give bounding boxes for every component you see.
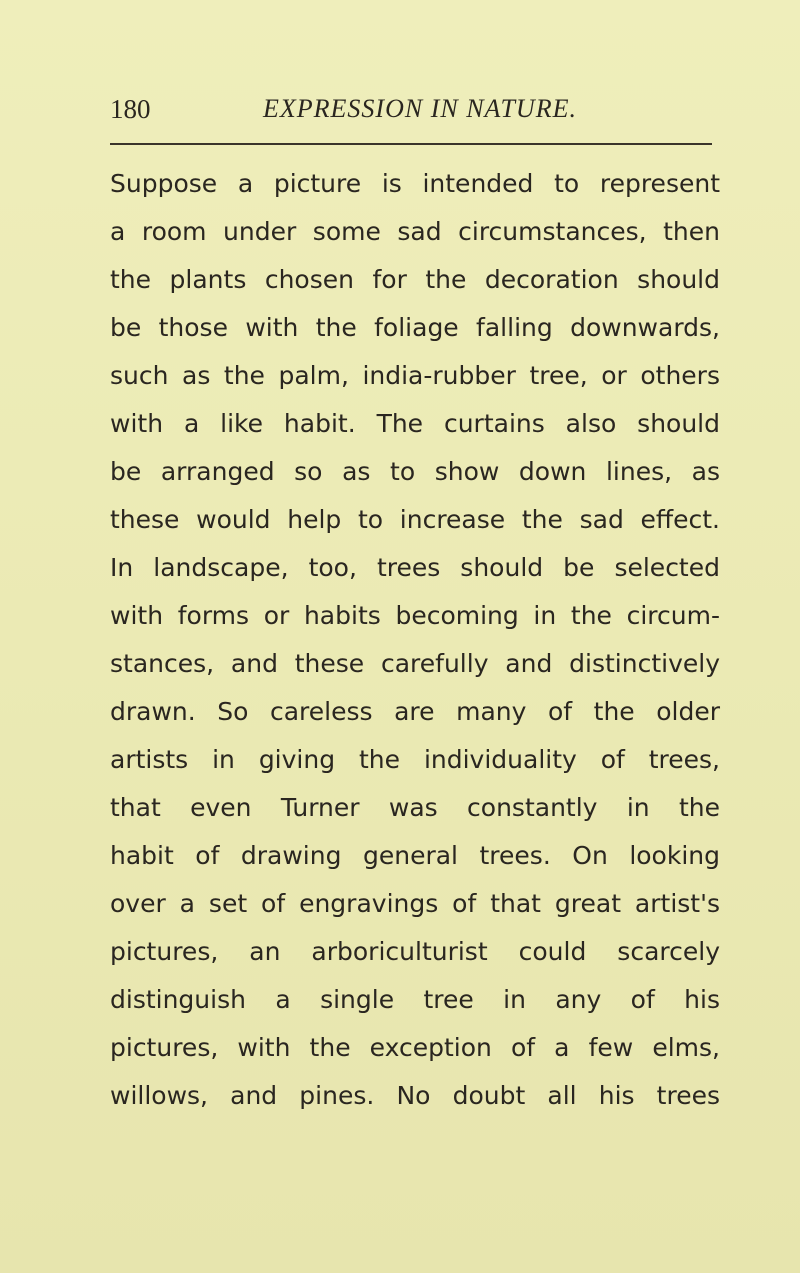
text-line: In landscape, too, trees should be selected [110, 553, 720, 582]
text-line: pictures, with the exception of a few elms, [110, 1033, 720, 1062]
text-line: willows, and pines. No doubt all his trees [110, 1081, 720, 1110]
page-number: 180 [110, 94, 151, 124]
text-line: such as the palm, india-rubber tree, or others [110, 361, 720, 390]
text-line: stances, and these carefully and distinctively [110, 649, 720, 678]
body-text [110, 160, 720, 1120]
text-line: over a set of engravings of that great artist's [110, 889, 720, 918]
text-line: these would help to increase the sad effect. [110, 505, 720, 534]
running-head: EXPRESSION IN NATURE. [263, 94, 577, 123]
text-line: habit of drawing general trees. On looking [110, 841, 720, 870]
text-line: artists in giving the individuality of trees, [110, 745, 720, 774]
text-line: that even Turner was constantly in the [110, 793, 720, 822]
text-line: with a like habit. The curtains also should [110, 409, 720, 438]
header-rule [110, 143, 712, 145]
text-line: Suppose a picture is intended to represent [110, 169, 720, 198]
page-header [110, 92, 730, 132]
text-line: with forms or habits becoming in the circum- [110, 601, 720, 630]
text-line: be those with the foliage falling downwards, [110, 313, 720, 342]
text-line: distinguish a single tree in any of his [110, 985, 720, 1014]
text-line: drawn. So careless are many of the older [110, 697, 720, 726]
text-line: the plants chosen for the decoration should [110, 265, 720, 294]
text-line: a room under some sad circumstances, then [110, 217, 720, 246]
text-line: pictures, an arboriculturist could scarcely [110, 937, 720, 966]
text-line: be arranged so as to show down lines, as [110, 457, 720, 486]
